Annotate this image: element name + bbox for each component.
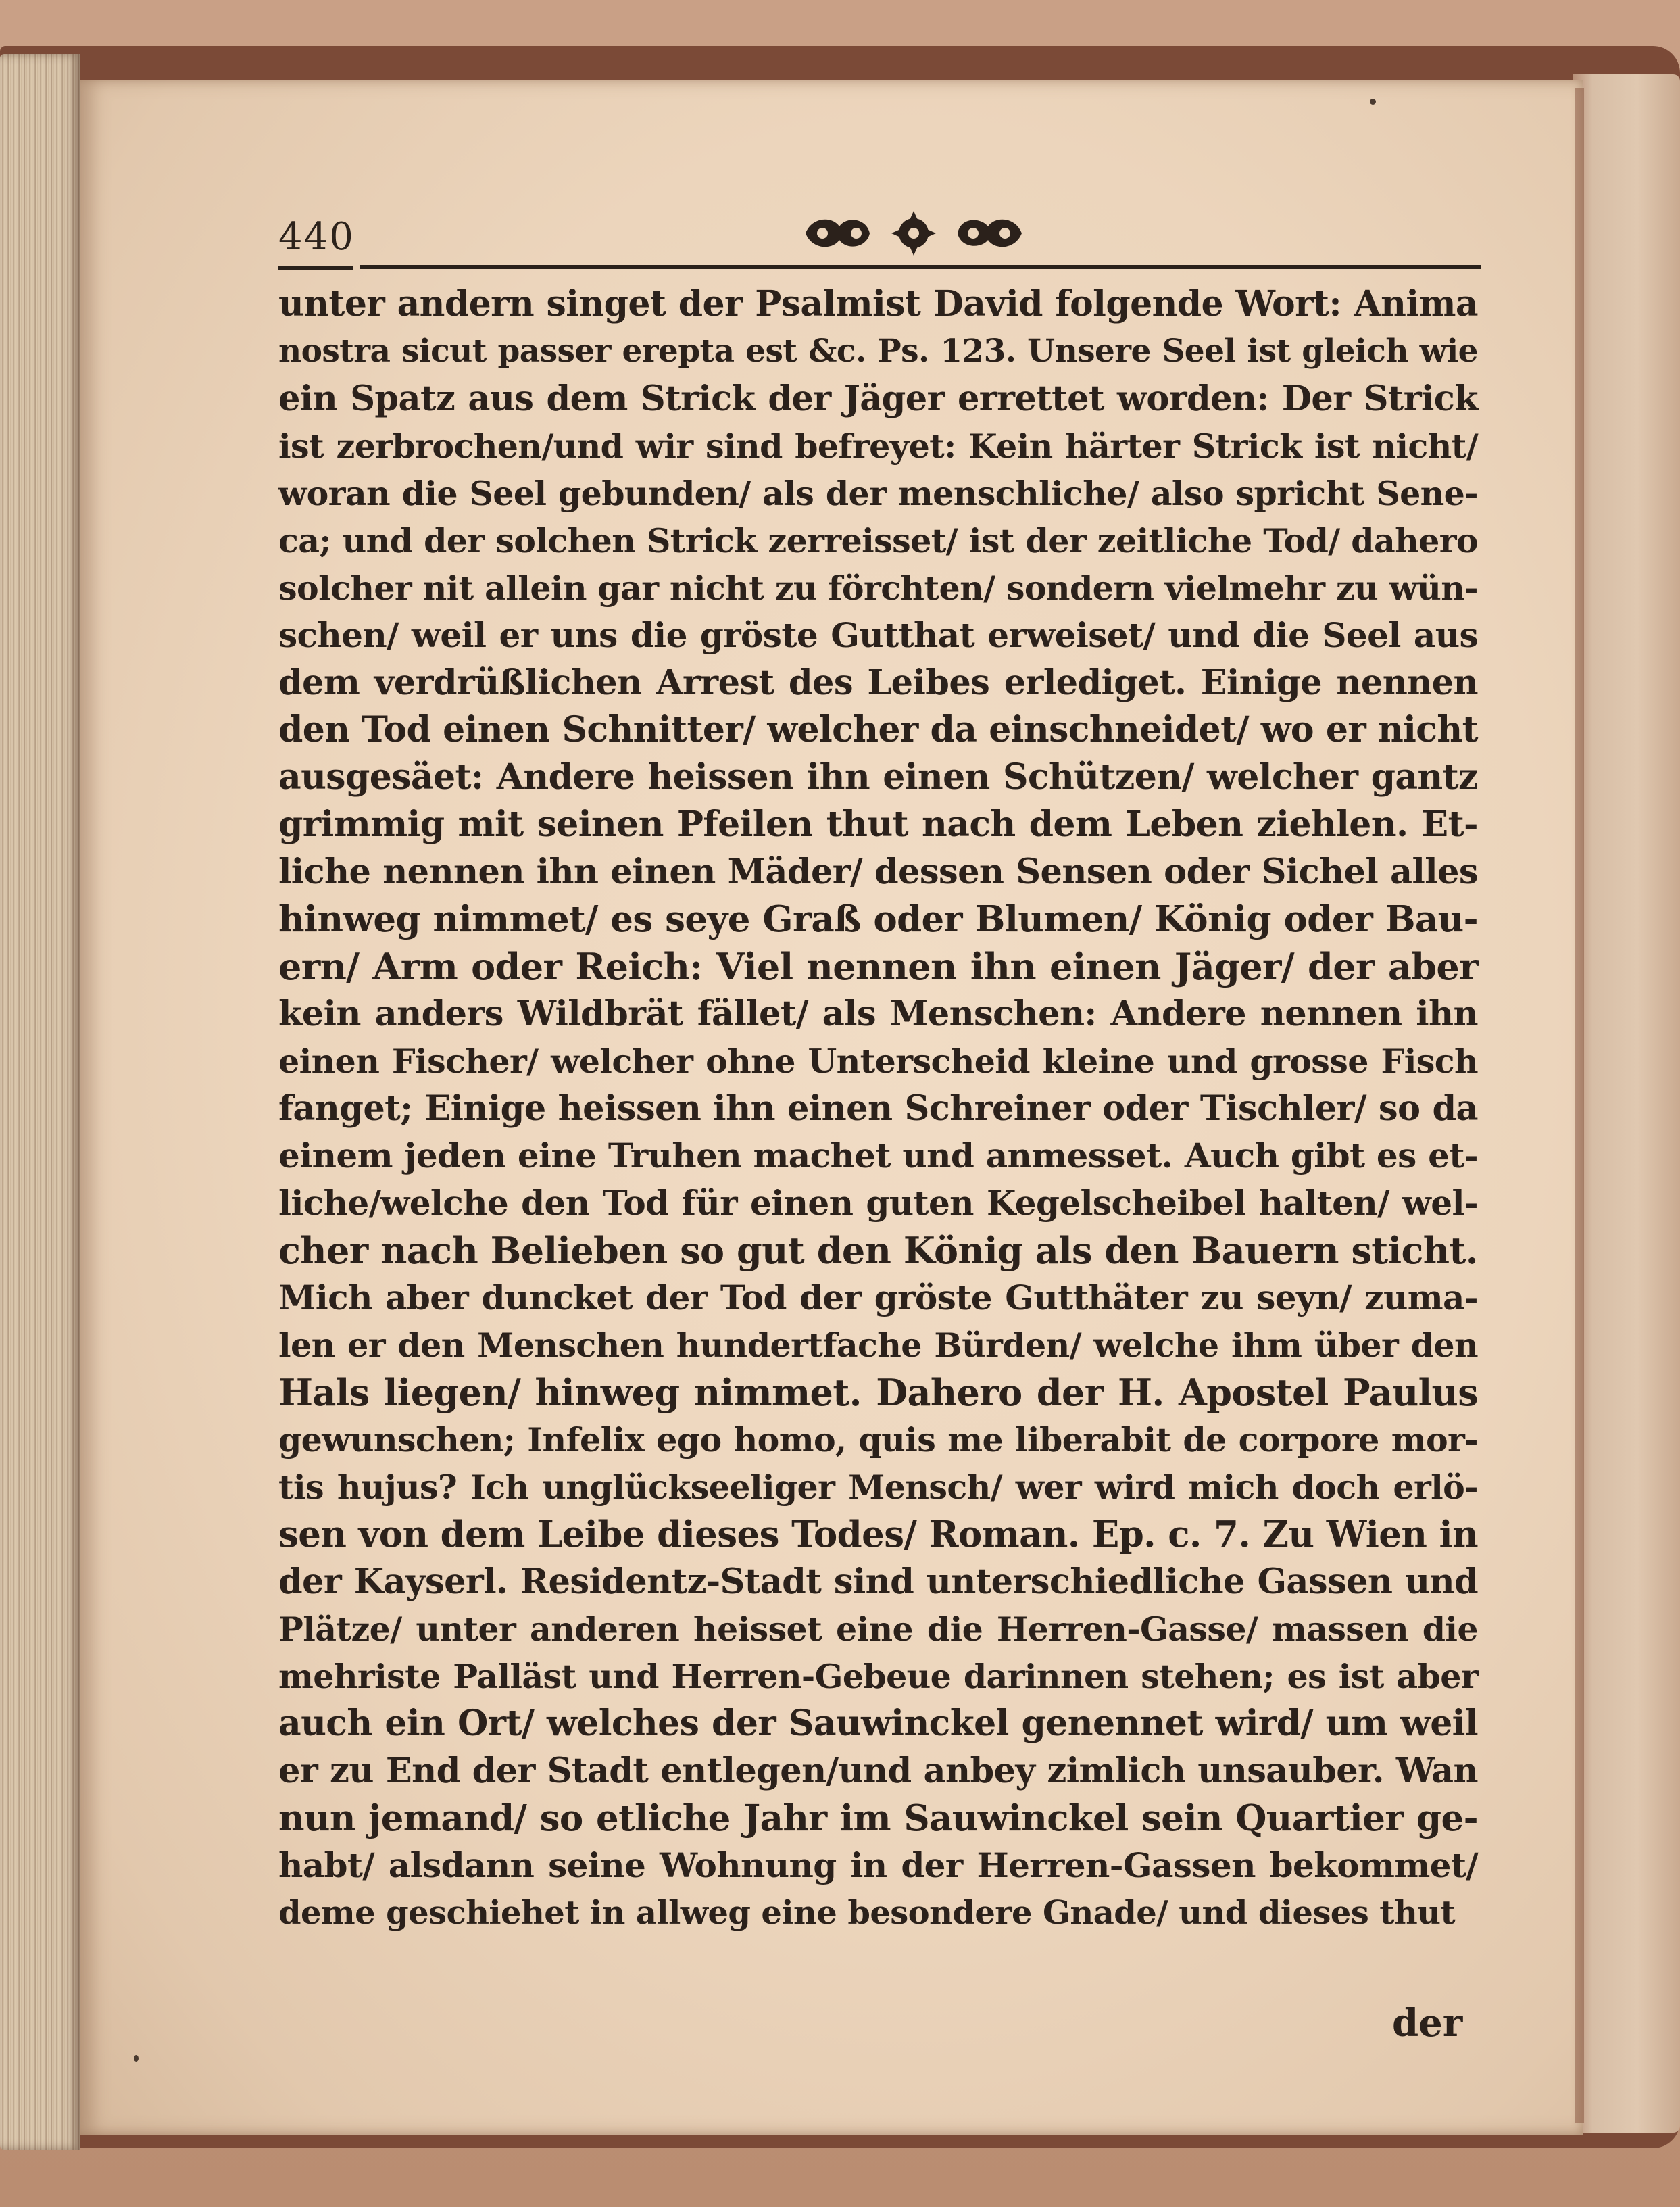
text-line: liche nennen ihn einen Mäder/ dessen Sensen oder Sichel alles xyxy=(278,852,1478,892)
text-line: schen/ weil er uns die gröste Gutthat erweiset/ und die Seel aus xyxy=(278,615,1478,655)
paper-speck xyxy=(134,2055,139,2062)
text-line: ist zerbrochen/und wir sind befreyet: Kein härter Strick ist nicht/ xyxy=(278,427,1478,466)
text-line: auch ein Ort/ welches der Sauwinckel genennet wird/ um weil xyxy=(278,1703,1478,1744)
text-line: kein anders Wildbrät fället/ als Menschen: Andere nennen ihn xyxy=(278,994,1478,1034)
text-line: liche/welche den Tod für einen guten Kegelscheibel halten/ wel- xyxy=(278,1183,1478,1223)
page-header xyxy=(278,203,1481,270)
catchword: der xyxy=(1392,2001,1463,2045)
paper-speck xyxy=(1370,99,1376,105)
text-line: mehriste Palläst und Herren-Gebeue darinnen stehen; es ist aber xyxy=(278,1657,1478,1696)
text-line: gewunschen; Infelix ego homo, quis me liberabit de corpore mor- xyxy=(278,1420,1478,1459)
header-rule xyxy=(278,265,1481,270)
text-line: deme geschiehet in allweg eine besondere Gnade/ und dieses thut xyxy=(278,1894,1456,1932)
text-line: Hals liegen/ hinweg nimmet. Dahero der H. Apostel Paulus xyxy=(278,1371,1478,1414)
body-text xyxy=(278,281,1478,1937)
text-line: einen Fischer/ welcher ohne Unterscheid kleine und grosse Fisch xyxy=(278,1042,1478,1081)
text-line: Plätze/ unter anderen heisset eine die Herren-Gasse/ massen die xyxy=(278,1609,1478,1649)
page-stack-left xyxy=(0,54,80,2150)
text-line: Mich aber duncket der Tod der gröste Gutthäter zu seyn/ zuma- xyxy=(278,1278,1478,1317)
text-line: ein Spatz aus dem Strick der Jäger errettet worden: Der Strick xyxy=(278,379,1478,419)
text-line: len er den Menschen hundertfache Bürden/ welche ihm über den xyxy=(278,1326,1478,1365)
text-line: ca; und der solchen Strick zerreisset/ ist der zeitliche Tod/ dahero xyxy=(278,521,1478,560)
text-line: dem verdrüßlichen Arrest des Leibes erlediget. Einige nennen xyxy=(278,662,1478,703)
text-line: habt/ alsdann seine Wohnung in der Herren-Gassen bekommet/ xyxy=(278,1845,1478,1885)
text-line: cher nach Belieben so gut den König als den Bauern sticht. xyxy=(278,1229,1478,1272)
page-number: 440 xyxy=(278,215,355,259)
text-line: nun jemand/ so etliche Jahr im Sauwinckel sein Quartier ge- xyxy=(278,1797,1478,1839)
text-line: er zu End der Stadt entlegen/und anbey zimlich unsauber. Wan xyxy=(278,1751,1478,1791)
text-line: sen von dem Leibe dieses Todes/ Roman. Ep. c. 7. Zu Wien in xyxy=(278,1513,1478,1555)
text-line: grimmig mit seinen Pfeilen thut nach dem Leben ziehlen. Et- xyxy=(278,804,1478,845)
text-line: ern/ Arm oder Reich: Viel nennen ihn einen Jäger/ der aber xyxy=(278,945,1478,988)
text-line: nostra sicut passer erepta est &c. Ps. 123. Unsere Seel ist gleich wie xyxy=(278,333,1478,370)
text-line: der Kayserl. Residentz-Stadt sind unterschiedliche Gassen und xyxy=(278,1561,1478,1602)
text-line: solcher nit allein gar nicht zu förchten/ sondern vielmehr zu wün- xyxy=(278,568,1478,608)
text-line: woran die Seel gebunden/ als der menschliche/ also spricht Sene- xyxy=(278,474,1478,513)
text-line: unter andern singet der Psalmist David folgende Wort: Anima xyxy=(278,283,1478,324)
ornament-icon xyxy=(792,203,1035,264)
text-line: fanget; Einige heissen ihn einen Schreiner oder Tischler/ so da xyxy=(278,1088,1478,1129)
facing-page-edge xyxy=(1573,74,1680,2133)
text-line: ausgesäet: Andere heissen ihn einen Schützen/ welcher gantz xyxy=(278,756,1478,798)
text-line: hinweg nimmet/ es seye Graß oder Blumen/ König oder Bau- xyxy=(278,898,1478,940)
text-line: einem jeden eine Truhen machet und anmesset. Auch gibt es et- xyxy=(278,1136,1478,1175)
text-line: tis hujus? Ich unglückseeliger Mensch/ wer wird mich doch erlö- xyxy=(278,1468,1478,1507)
text-line: den Tod einen Schnitter/ welcher da einschneidet/ wo er nicht xyxy=(278,709,1478,750)
gutter-shadow xyxy=(1575,88,1584,2123)
